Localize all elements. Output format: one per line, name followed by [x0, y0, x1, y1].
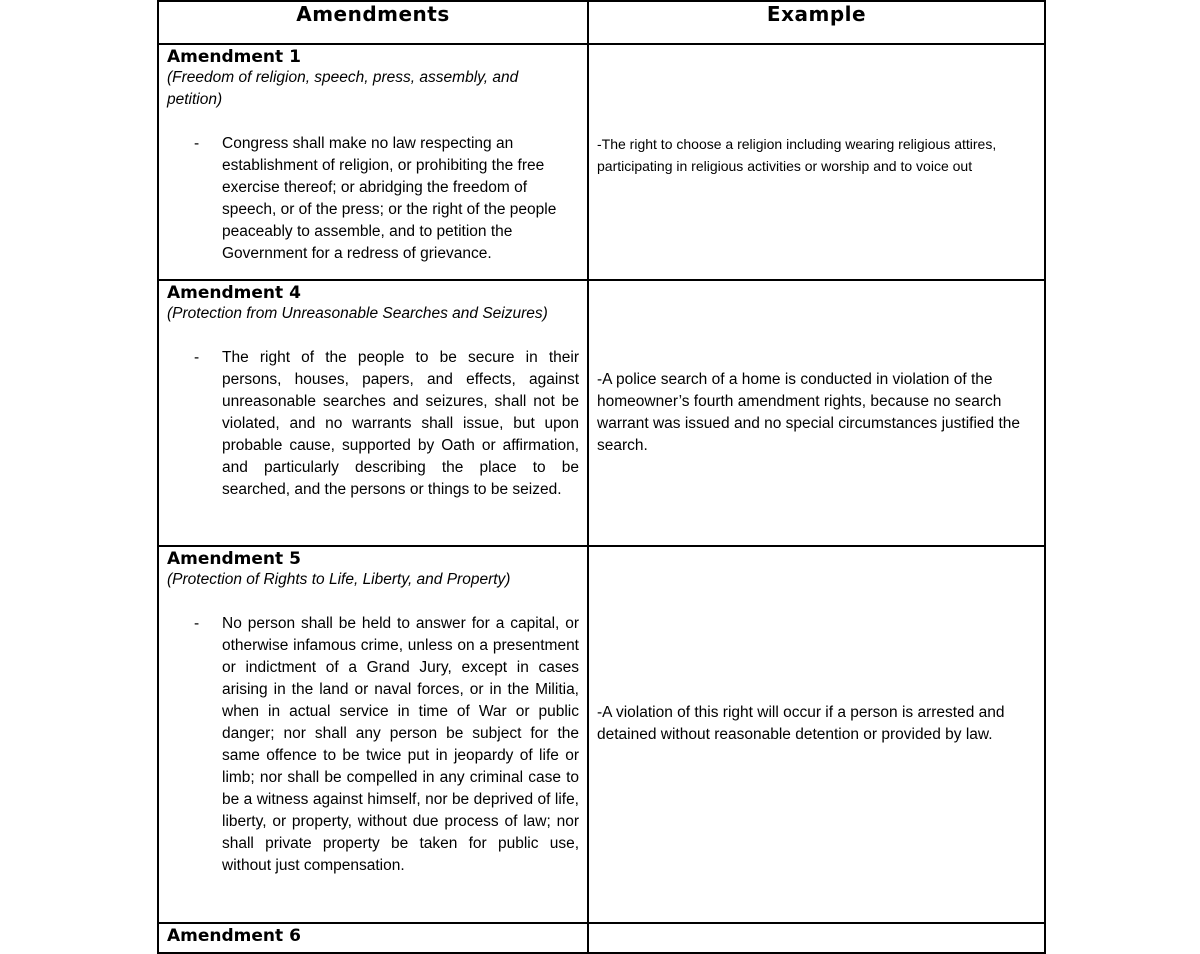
example-text: -A violation of this right will occur if a person is arrested and detained without reasonable detention or provided by law.: [597, 704, 1005, 743]
example-cell: [588, 280, 1045, 546]
amendment-title: Amendment 4: [167, 283, 301, 303]
amendment-title: Amendment 1: [167, 47, 301, 67]
amendment-text: The right of the people to be secure in their persons, houses, papers, and effects, against unreasonable searches and seizures, shall not be violated, and no warrants shall issue, but upon probable cause, supported by Oath or affirmation, and particularly describing the place to be searched, and the persons or things to be seized.: [222, 349, 579, 498]
amendment-subtitle: (Freedom of religion, speech, press, assembly, and petition): [167, 69, 519, 108]
header-example: Example: [588, 1, 1045, 44]
amendment-subtitle: (Protection of Rights to Life, Liberty, and Property): [167, 571, 511, 588]
amendment-cell: [158, 44, 588, 280]
amendment-text-bullet: [167, 347, 579, 501]
bullet-dash: -: [194, 135, 200, 152]
table-row: [158, 44, 1045, 280]
example-text: -The right to choose a religion including wearing religious attires, participating in religious activities or worship and to voice out: [597, 136, 997, 174]
amendment-title: Amendment 6: [167, 926, 301, 946]
amendment-cell: [158, 280, 588, 546]
amendment-text: Congress shall make no law respecting an establishment of religion, or prohibiting the free exercise thereof; or abridging the freedom of speech, or of the press; or the right of the people peaceably to assemble, and to petition the Government for a redress of grievance.: [222, 135, 557, 262]
example-cell: [588, 546, 1045, 923]
example-cell: [588, 923, 1045, 953]
example-cell: [588, 44, 1045, 280]
amendment-cell: [158, 923, 588, 953]
amendment-text-bullet: [167, 613, 579, 877]
amendment-text-bullet: [167, 133, 579, 265]
amendment-title: Amendment 5: [167, 549, 301, 569]
amendment-cell: [158, 546, 588, 923]
table-row: [158, 546, 1045, 923]
example-text: -A police search of a home is conducted in violation of the homeowner’s fourth amendment rights, because no search warrant was issued and no special circumstances justified the search.: [597, 371, 1021, 454]
amendment-text: No person shall be held to answer for a capital, or otherwise infamous crime, unless on a presentment or indictment of a Grand Jury, except in cases arising in the land or naval forces, or in the Militia, when in actual service in time of War or public danger; nor shall any person be subject for the same offence to be twice put in jeopardy of life or limb; nor shall be compelled in any criminal case to be a witness against himself, nor be deprived of life, liberty, or property, without due process of law; nor shall private property be taken for public use, without just compensation.: [222, 615, 579, 874]
header-amendments: Amendments: [158, 1, 588, 44]
table-row: [158, 280, 1045, 546]
header-row: [158, 1, 1045, 44]
table-row: [158, 923, 1045, 953]
bullet-dash: -: [194, 615, 200, 632]
amendments-table: [157, 0, 1046, 954]
amendment-subtitle: (Protection from Unreasonable Searches and Seizures): [167, 305, 548, 322]
bullet-dash: -: [194, 349, 200, 366]
